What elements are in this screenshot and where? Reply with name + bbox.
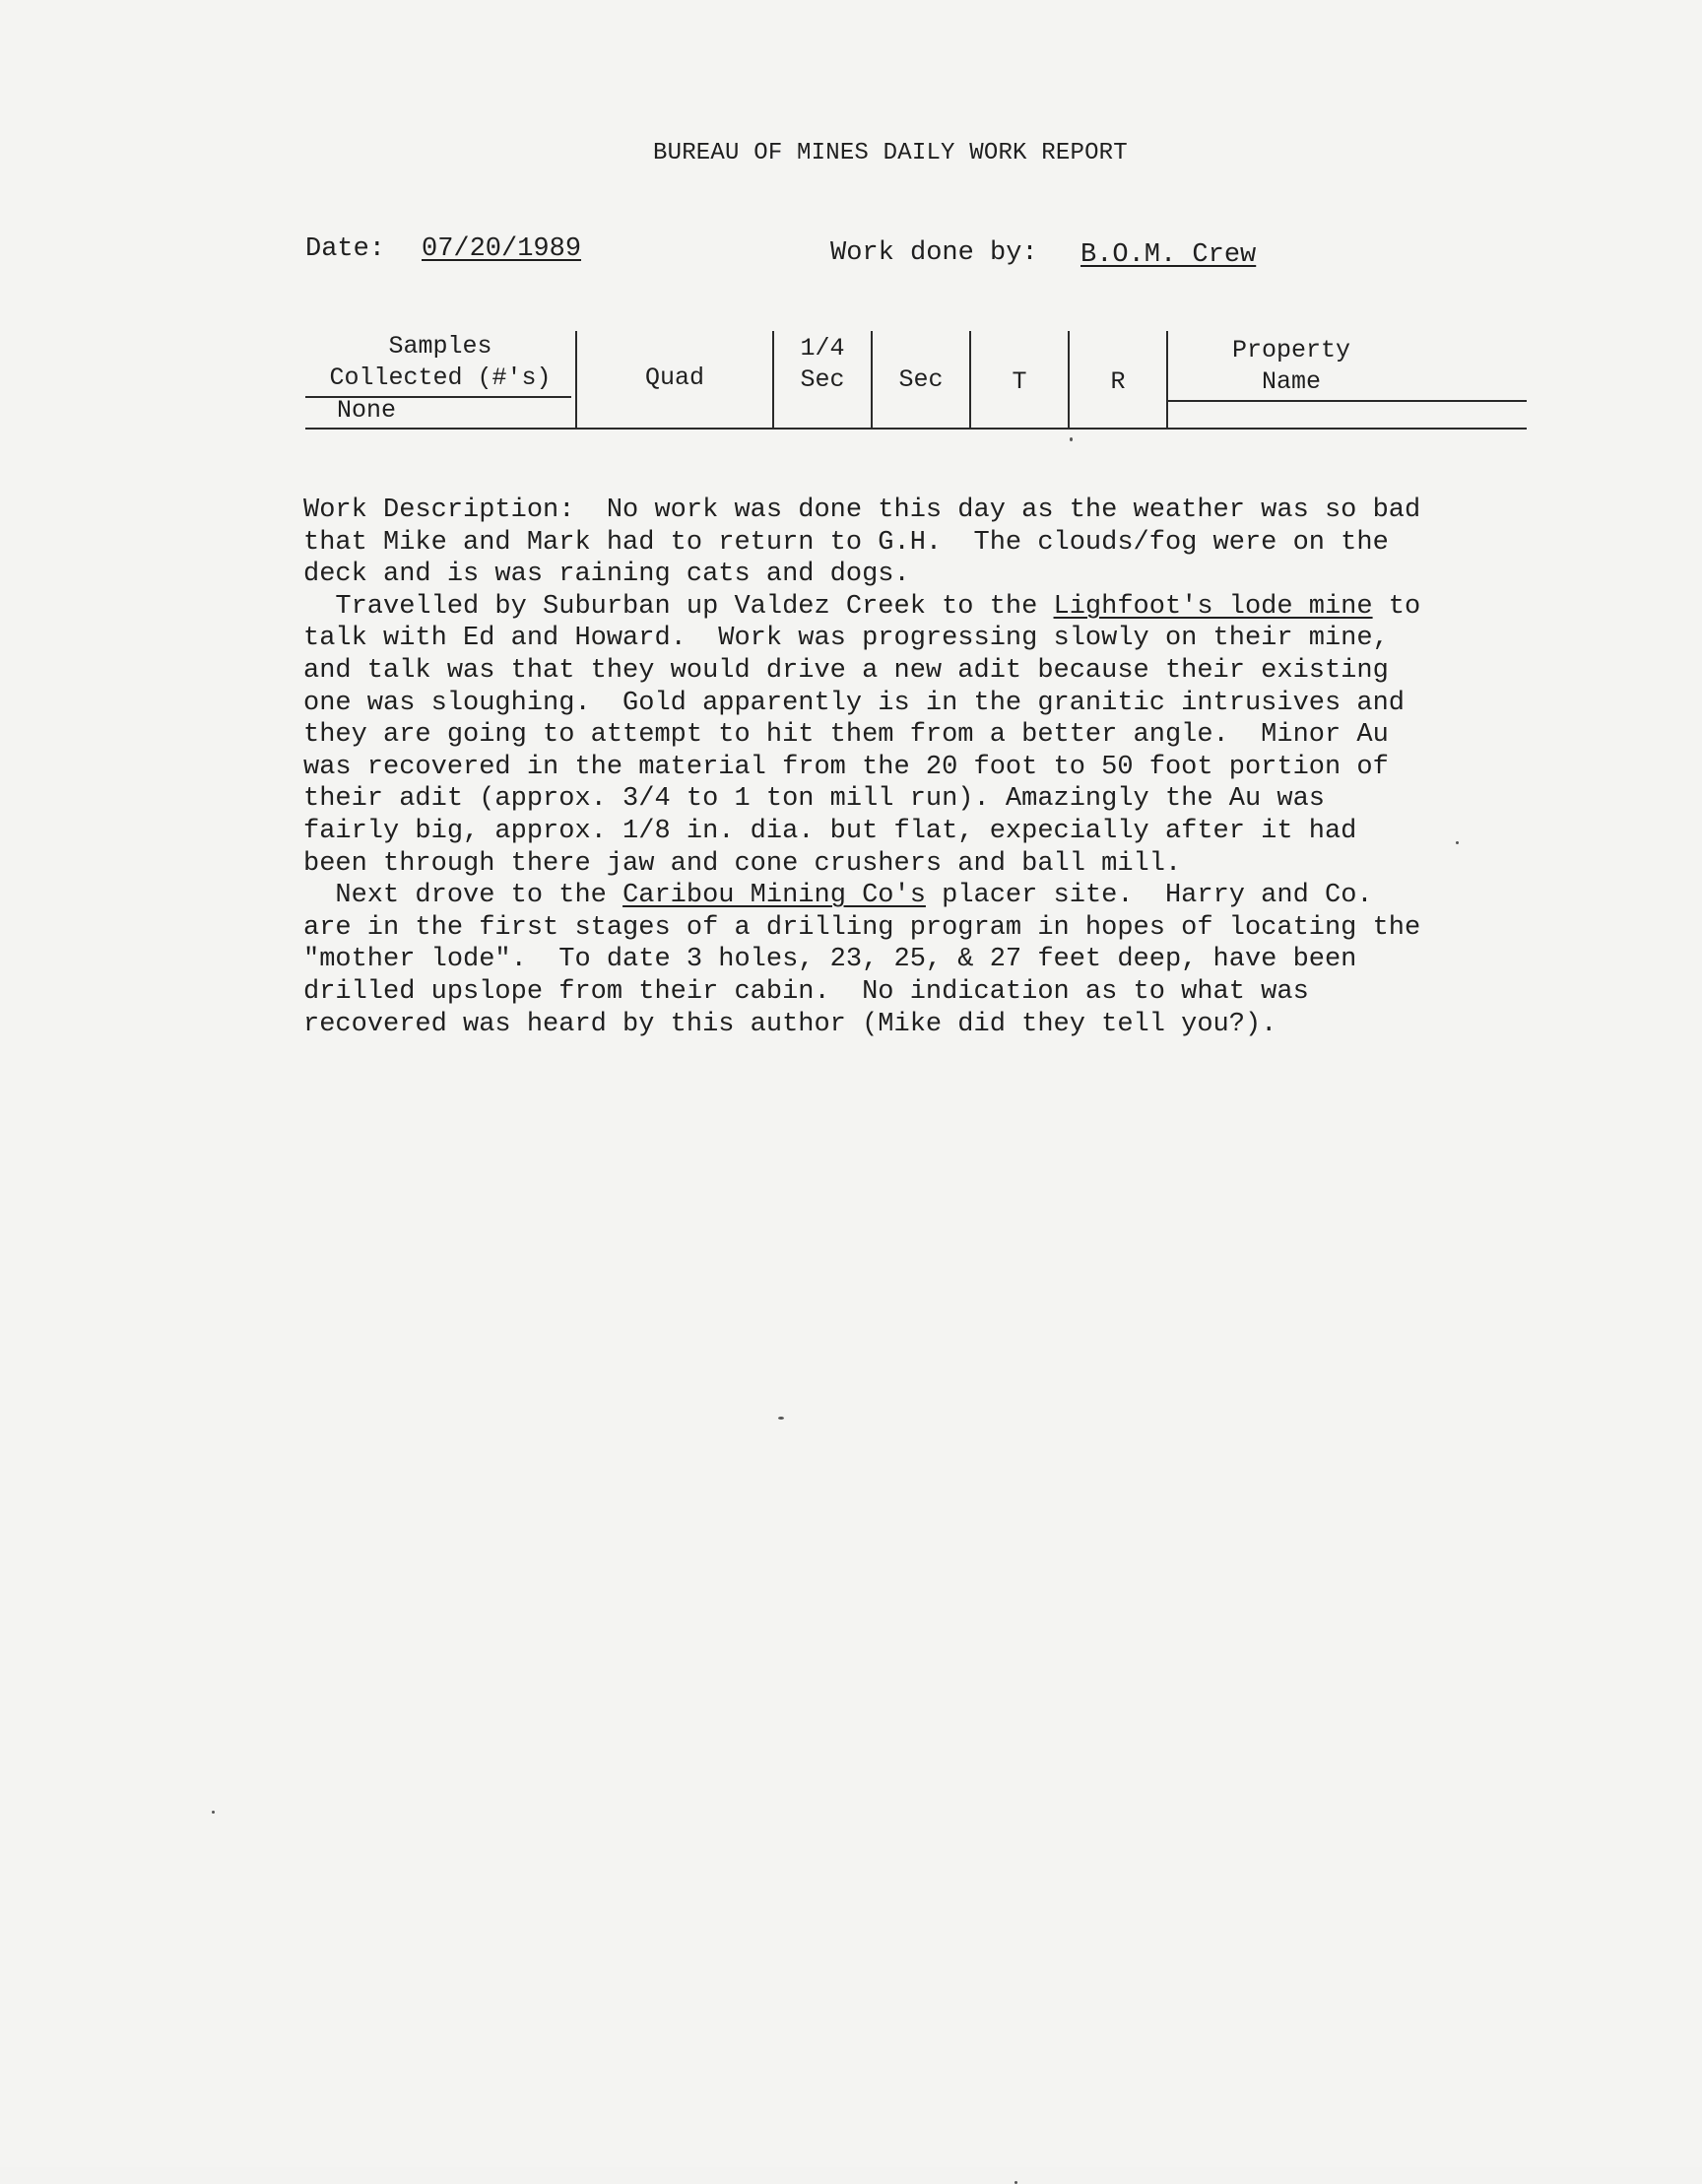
description-line: been through there jaw and cone crushers and ball mill. xyxy=(303,848,1182,879)
scan-speck xyxy=(212,1811,215,1814)
header-r: R xyxy=(1110,367,1126,396)
description-line xyxy=(303,880,1535,912)
caribou-mining-reference: Caribou Mining Co's xyxy=(622,881,926,911)
description-line: and talk was that they would drive a new adit because their existing xyxy=(303,655,1389,686)
description-text: to xyxy=(1372,591,1421,622)
table-cell-samples: None xyxy=(337,396,397,425)
date-label: Date: xyxy=(305,234,386,264)
report-title: BUREAU OF MINES DAILY WORK REPORT xyxy=(653,140,1128,166)
header-property-line1: Property xyxy=(1231,336,1351,364)
work-done-by-value: B.O.M. Crew xyxy=(1080,240,1257,270)
header-property-name xyxy=(1168,335,1414,398)
description-line: recovered was heard by this author (Mike did they tell you?). xyxy=(303,1009,1277,1039)
description-line: their adit (approx. 3/4 to 1 ton mill run). Amazingly the Au was xyxy=(303,784,1325,815)
header-t: T xyxy=(1012,367,1027,396)
header-quad: Quad xyxy=(644,364,704,392)
header-samples-line2: Collected (#'s) xyxy=(329,364,552,392)
description-line: deck and is was raining cats and dogs. xyxy=(303,560,910,590)
work-description xyxy=(303,495,1535,1040)
samples-table xyxy=(305,331,1527,433)
description-line: that Mike and Mark had to return to G.H. The clouds/fog were on the xyxy=(303,527,1389,558)
description-line: drilled upslope from their cabin. No indication as to what was xyxy=(303,976,1309,1007)
scan-speck xyxy=(1070,437,1073,441)
date-value: 07/20/1989 xyxy=(422,234,582,264)
description-line: Work Description: No work was done this day as the weather was so bad xyxy=(303,496,1421,525)
work-done-by-label: Work done by: xyxy=(830,238,1038,268)
description-text: placer site. Harry and Co. xyxy=(925,881,1373,911)
description-line: are in the first stages of a drilling program in hopes of locating the xyxy=(303,912,1421,943)
scan-speck xyxy=(778,1417,784,1420)
description-text: Next drove to the xyxy=(303,881,623,911)
description-line: fairly big, approx. 1/8 in. dia. but flat, expecially after it had xyxy=(303,816,1357,846)
description-line: was recovered in the material from the 20 foot to 50 foot portion of xyxy=(303,752,1389,782)
header-quarter-sec-line2: Sec xyxy=(800,365,845,394)
table-bottom-rule xyxy=(305,428,1527,430)
header-samples-line1: Samples xyxy=(388,332,492,361)
header-samples xyxy=(305,331,575,394)
header-sec: Sec xyxy=(898,365,944,394)
description-line xyxy=(303,591,1535,624)
scan-speck xyxy=(1456,841,1459,844)
header-quarter-sec-line1: 1/4 xyxy=(800,334,845,363)
header-quarter-sec xyxy=(774,333,871,396)
description-text: Travelled by Suburban up Valdez Creek to the xyxy=(303,591,1054,622)
description-line: talk with Ed and Howard. Work was progressing slowly on their mine, xyxy=(303,624,1389,654)
header-rule xyxy=(1168,400,1527,402)
lighfoot-mine-reference: Lighfoot's lode mine xyxy=(1053,591,1373,622)
description-line: they are going to attempt to hit them from a better angle. Minor Au xyxy=(303,720,1389,751)
header-property-line2: Name xyxy=(1261,367,1321,396)
description-line: one was sloughing. Gold apparently is in the granitic intrusives and xyxy=(303,688,1405,718)
description-line: "mother lode". To date 3 holes, 23, 25, & 27 feet deep, have been xyxy=(303,945,1357,975)
